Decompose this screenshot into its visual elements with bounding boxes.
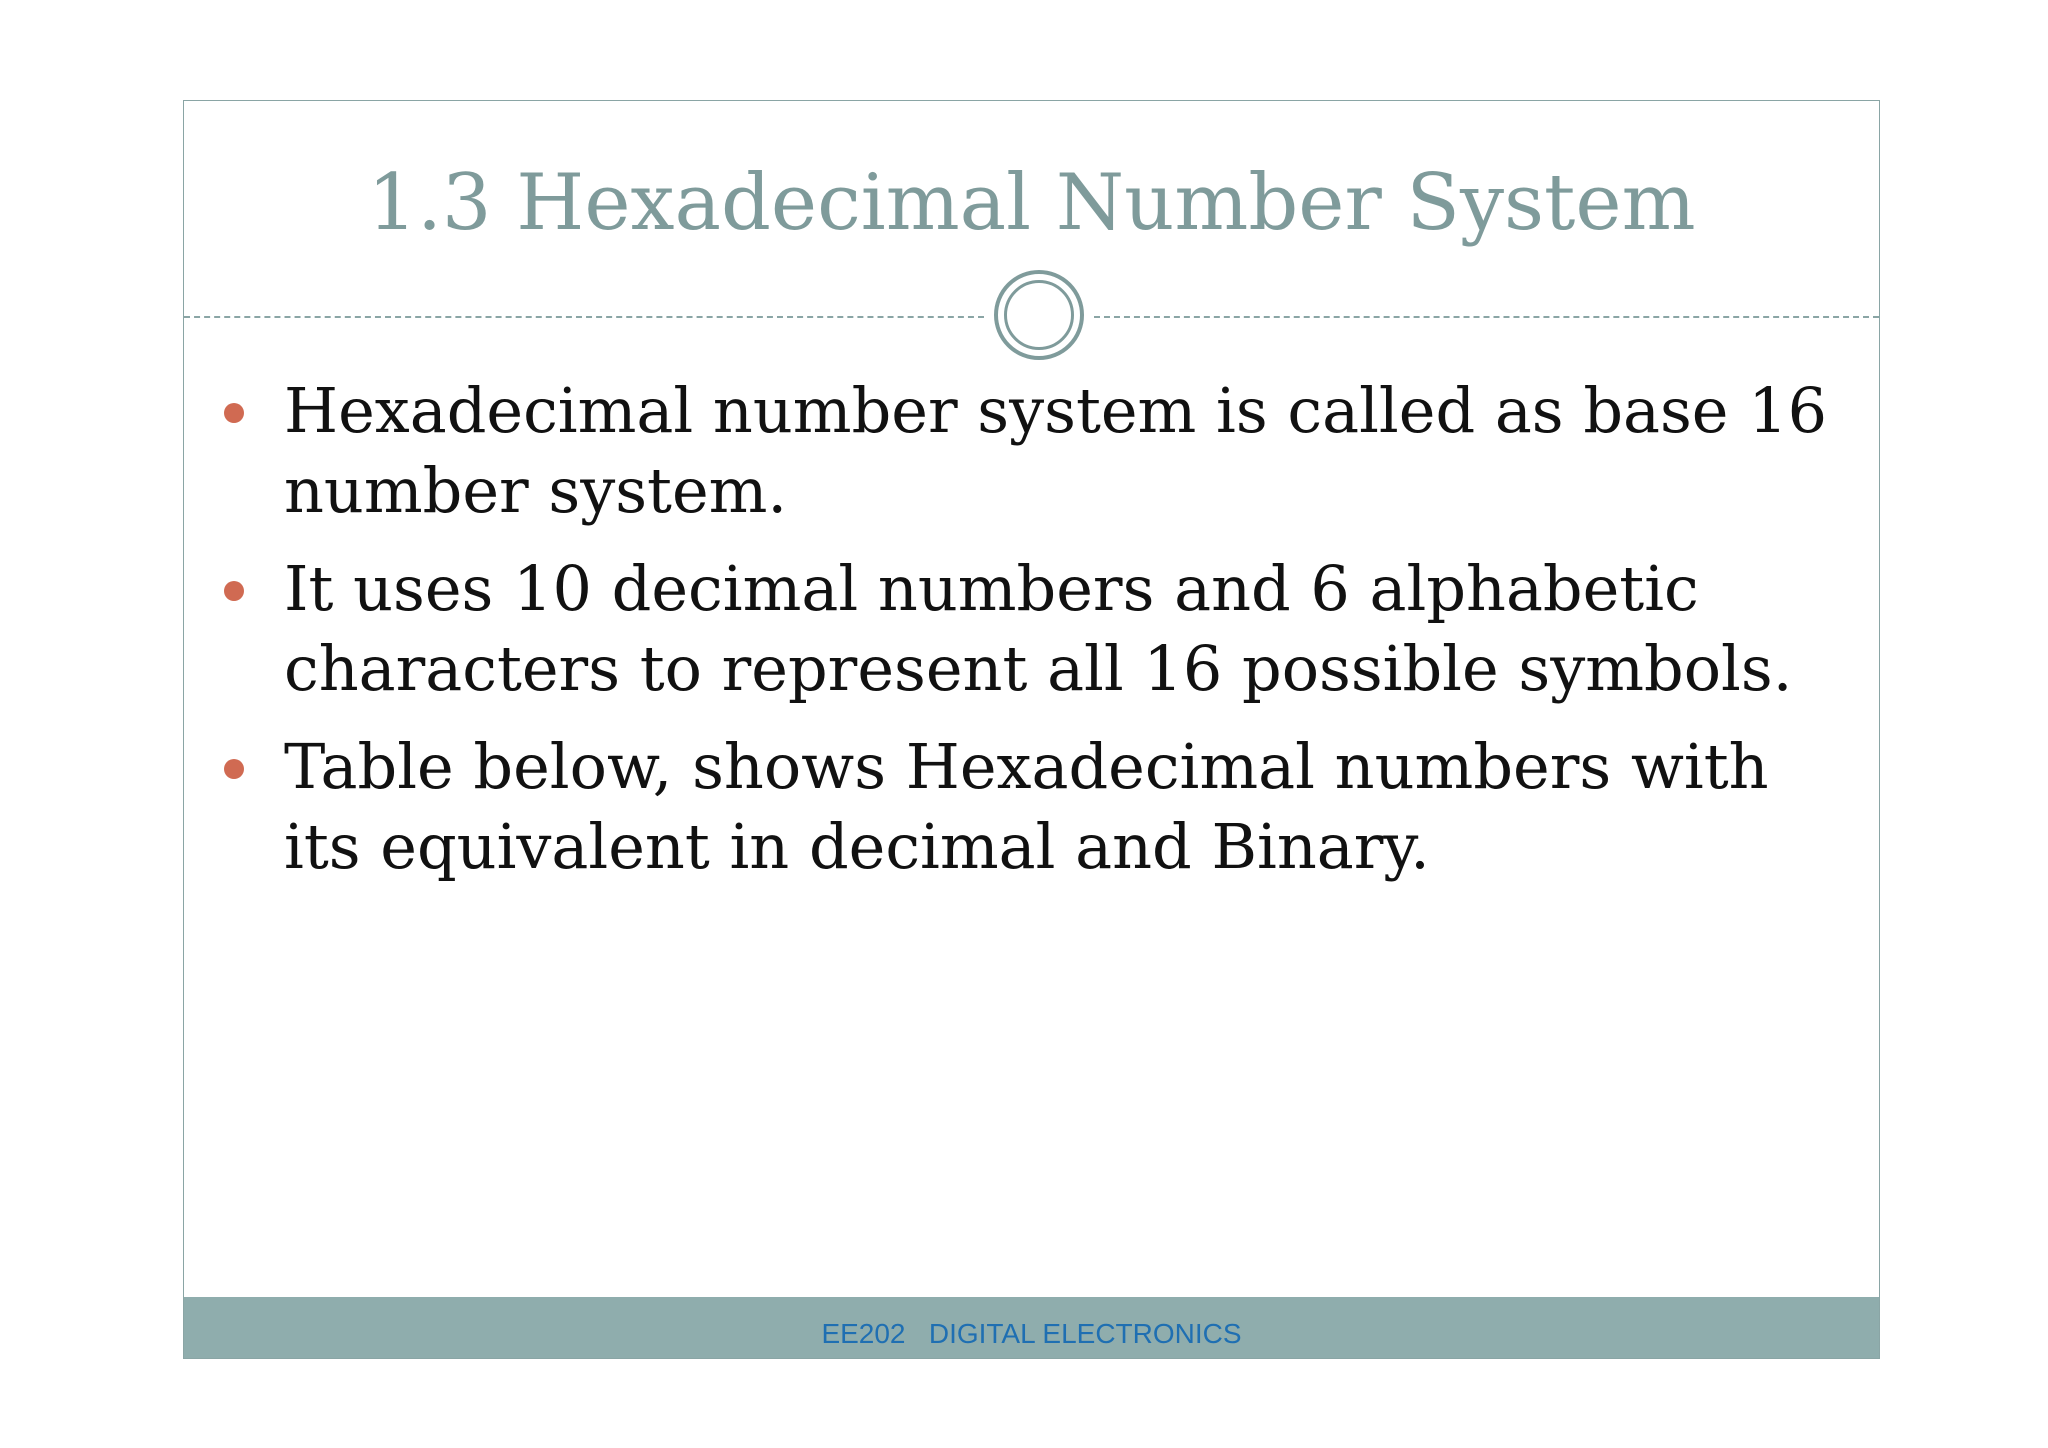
title-divider-left bbox=[184, 316, 984, 318]
bullet-text: It uses 10 decimal numbers and 6 alphabetic characters to represent all 16 possible symbols. bbox=[284, 552, 1793, 705]
bullet-item bbox=[224, 727, 1844, 887]
slide bbox=[183, 100, 1880, 1359]
bullet-list bbox=[224, 371, 1844, 905]
bullet-dot-icon bbox=[224, 581, 244, 601]
bullet-item bbox=[224, 371, 1844, 531]
bullet-item bbox=[224, 549, 1844, 709]
bullet-text: Table below, shows Hexadecimal numbers with its equivalent in decimal and Binary. bbox=[284, 730, 1769, 883]
slide-title: 1.3 Hexadecimal Number System bbox=[367, 158, 1696, 248]
bullet-text: Hexadecimal number system is called as base 16 number system. bbox=[284, 374, 1828, 527]
bullet-dot-icon bbox=[224, 403, 244, 423]
circle-ornament-icon bbox=[994, 270, 1084, 360]
footer-text: EE202 DIGITAL ELECTRONICS bbox=[821, 1318, 1242, 1349]
title-divider-right bbox=[1094, 316, 1879, 318]
footer-bar bbox=[184, 1297, 1879, 1358]
bullet-dot-icon bbox=[224, 759, 244, 779]
